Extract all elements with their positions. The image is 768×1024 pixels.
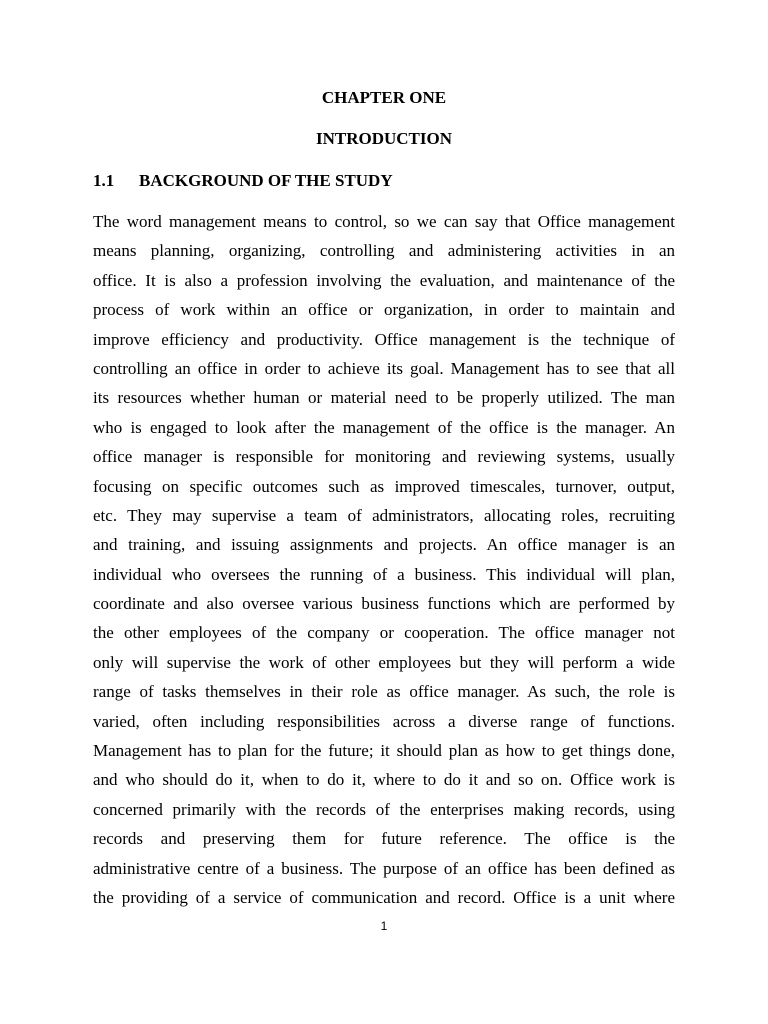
paragraph-line: varied, often including responsibilities across a diverse range of functions. xyxy=(93,711,675,731)
paragraph-line: range of tasks themselves in their role as office manager. As such, the role is xyxy=(93,682,675,702)
paragraph-line: administrative centre of a business. The purpose of an office has been defined as xyxy=(93,858,675,878)
paragraph-line: Management has to plan for the future; it should plan as how to get things done, xyxy=(93,741,675,761)
chapter-label: CHAPTER ONE xyxy=(321,88,447,107)
section-heading xyxy=(93,171,393,191)
paragraph-line: etc. They may supervise a team of administrators, allocating roles, recruiting xyxy=(93,505,675,525)
section-number: 1.1 xyxy=(93,171,115,190)
paragraph-line: means planning, organizing, controlling and administering activities in an xyxy=(93,241,675,261)
paragraph-line: and training, and issuing assignments and projects. An office manager is an xyxy=(93,535,675,555)
paragraph-line: office manager is responsible for monitoring and reviewing systems, usually xyxy=(93,447,675,467)
paragraph-line: process of work within an office or organization, in order to maintain and xyxy=(93,300,675,320)
paragraph-line: who is engaged to look after the management of the office is the manager. An xyxy=(93,417,675,437)
paragraph-line: improve efficiency and productivity. Office management is the technique of xyxy=(93,329,675,349)
paragraph-line: office. It is also a profession involving the evaluation, and maintenance of the xyxy=(93,270,675,290)
paragraph-line: concerned primarily with the records of the enterprises making records, using xyxy=(93,799,675,819)
paragraph-line: its resources whether human or material need to be properly utilized. The man xyxy=(93,388,675,408)
paragraph-line: controlling an office in order to achieve its goal. Management has to see that all xyxy=(93,358,675,378)
paragraph-line: records and preserving them for future reference. The office is the xyxy=(93,829,675,849)
paragraph-line: The word management means to control, so we can say that Office management xyxy=(93,212,675,231)
body-paragraph xyxy=(93,207,675,912)
paragraph-line: the providing of a service of communication and record. Office is a unit where xyxy=(93,887,675,907)
chapter-title: INTRODUCTION xyxy=(315,129,453,148)
section-title: BACKGROUND OF THE STUDY xyxy=(139,171,393,190)
page-number: 1 xyxy=(380,919,388,933)
paragraph-line: only will supervise the work of other employees but they will perform a wide xyxy=(93,652,675,672)
paragraph-line: individual who oversees the running of a business. This individual will plan, xyxy=(93,564,675,584)
paragraph-line: focusing on specific outcomes such as improved timescales, turnover, output, xyxy=(93,476,675,496)
paragraph-line: coordinate and also oversee various business functions which are performed by xyxy=(93,594,675,614)
paragraph-line: and who should do it, when to do it, where to do it and so on. Office work is xyxy=(93,770,675,790)
paragraph-line: the other employees of the company or cooperation. The office manager not xyxy=(93,623,675,643)
